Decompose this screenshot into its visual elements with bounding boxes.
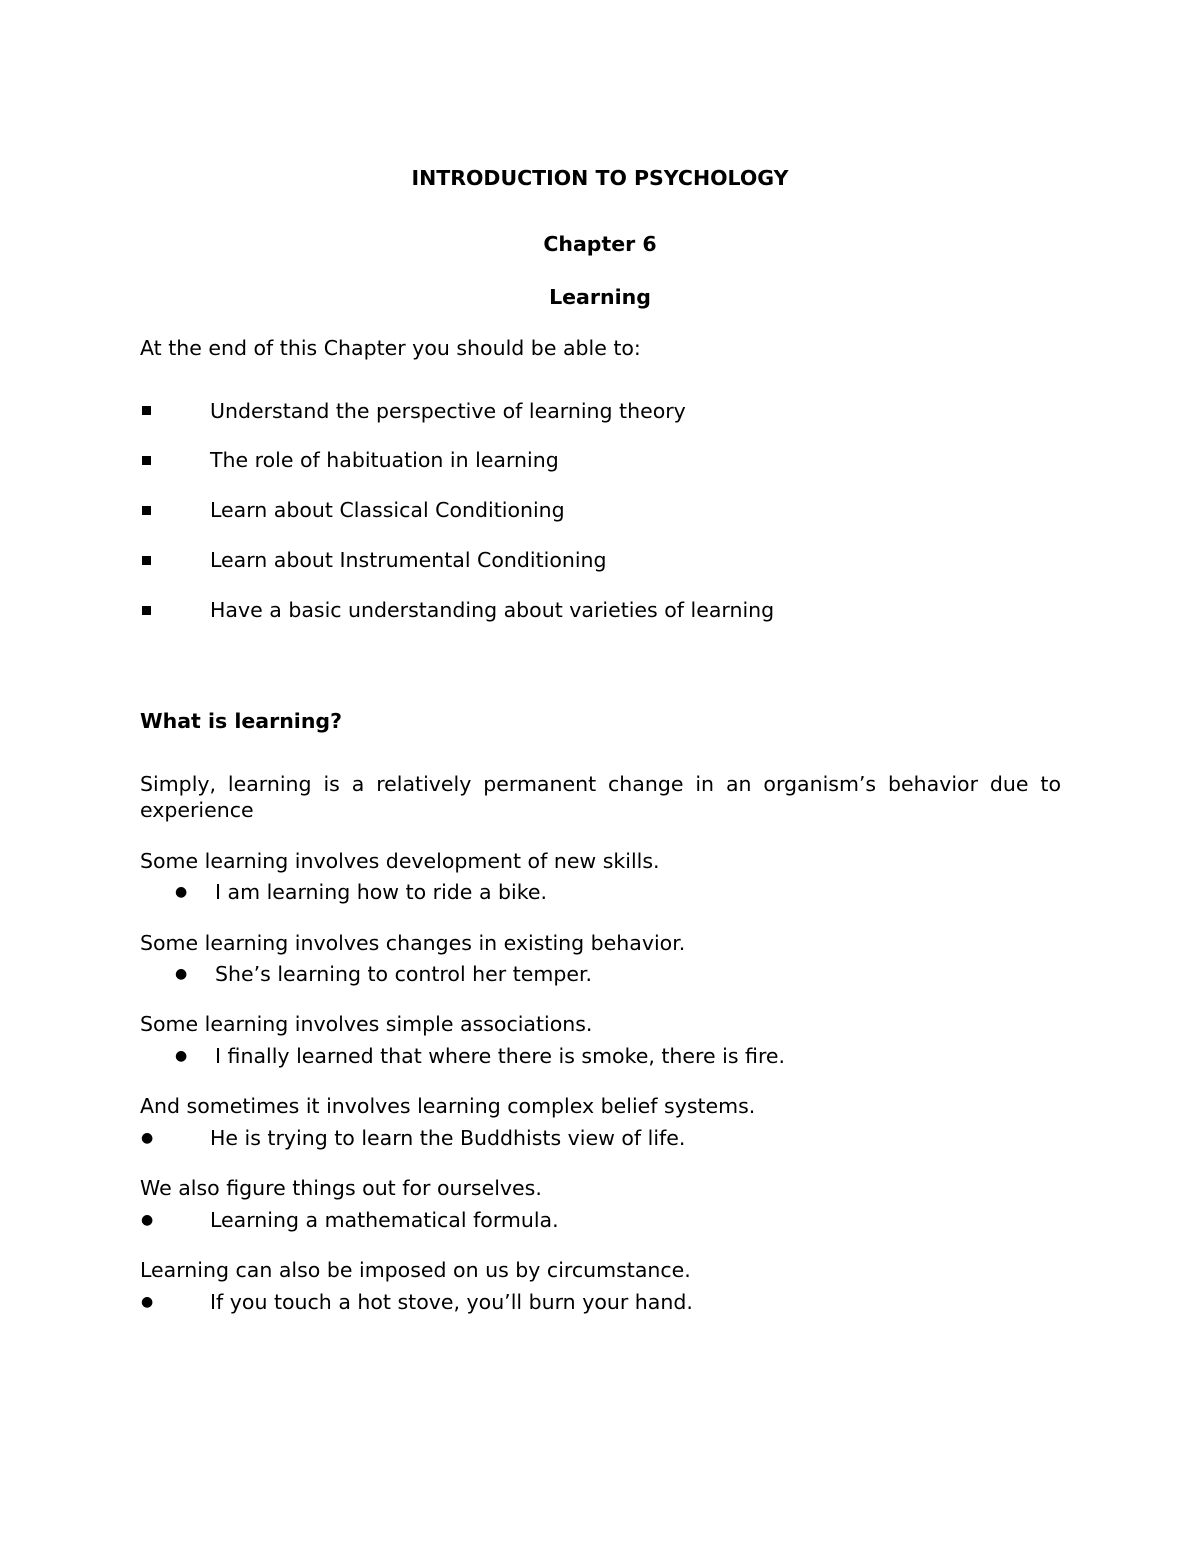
round-bullet-icon: ● (141, 1130, 154, 1146)
square-bullet-icon (142, 456, 151, 465)
example-item: I am learning how to ride a bike. (215, 880, 547, 904)
square-bullet-icon (142, 506, 151, 515)
round-bullet-icon: ● (175, 1048, 188, 1064)
definition-line-2: experience (140, 798, 254, 822)
example-statement: We also figure things out for ourselves. (140, 1176, 542, 1200)
example-item: I finally learned that where there is smoke, there is fire. (215, 1044, 786, 1068)
objective-item: Understand the perspective of learning theory (210, 399, 686, 423)
square-bullet-icon (142, 556, 151, 565)
example-item: She’s learning to control her temper. (215, 962, 593, 986)
definition-line-1: Simply, learning is a relatively permanent change in an organism’s behavior due to (140, 772, 1061, 796)
chapter-number: Chapter 6 (543, 232, 657, 256)
round-bullet-icon: ● (141, 1294, 154, 1310)
example-statement: And sometimes it involves learning complex belief systems. (140, 1094, 756, 1118)
objectives-intro: At the end of this Chapter you should be able to: (140, 336, 641, 360)
example-item: He is trying to learn the Buddhists view of life. (210, 1126, 686, 1150)
document-title: INTRODUCTION TO PSYCHOLOGY (411, 166, 789, 190)
section-heading: What is learning? (140, 709, 342, 733)
square-bullet-icon (142, 606, 151, 615)
example-statement: Learning can also be imposed on us by circumstance. (140, 1258, 691, 1282)
objective-item: Learn about Classical Conditioning (210, 498, 565, 522)
chapter-title: Learning (549, 285, 651, 309)
square-bullet-icon (142, 406, 151, 415)
example-item: Learning a mathematical formula. (210, 1208, 559, 1232)
objective-item: The role of habituation in learning (210, 448, 559, 472)
example-item: If you touch a hot stove, you’ll burn your hand. (210, 1290, 693, 1314)
example-statement: Some learning involves changes in existing behavior. (140, 931, 686, 955)
objective-item: Learn about Instrumental Conditioning (210, 548, 607, 572)
objective-item: Have a basic understanding about varieties of learning (210, 598, 775, 622)
round-bullet-icon: ● (175, 966, 188, 982)
example-statement: Some learning involves development of new skills. (140, 849, 660, 873)
example-statement: Some learning involves simple associations. (140, 1012, 593, 1036)
round-bullet-icon: ● (175, 884, 188, 900)
round-bullet-icon: ● (141, 1212, 154, 1228)
